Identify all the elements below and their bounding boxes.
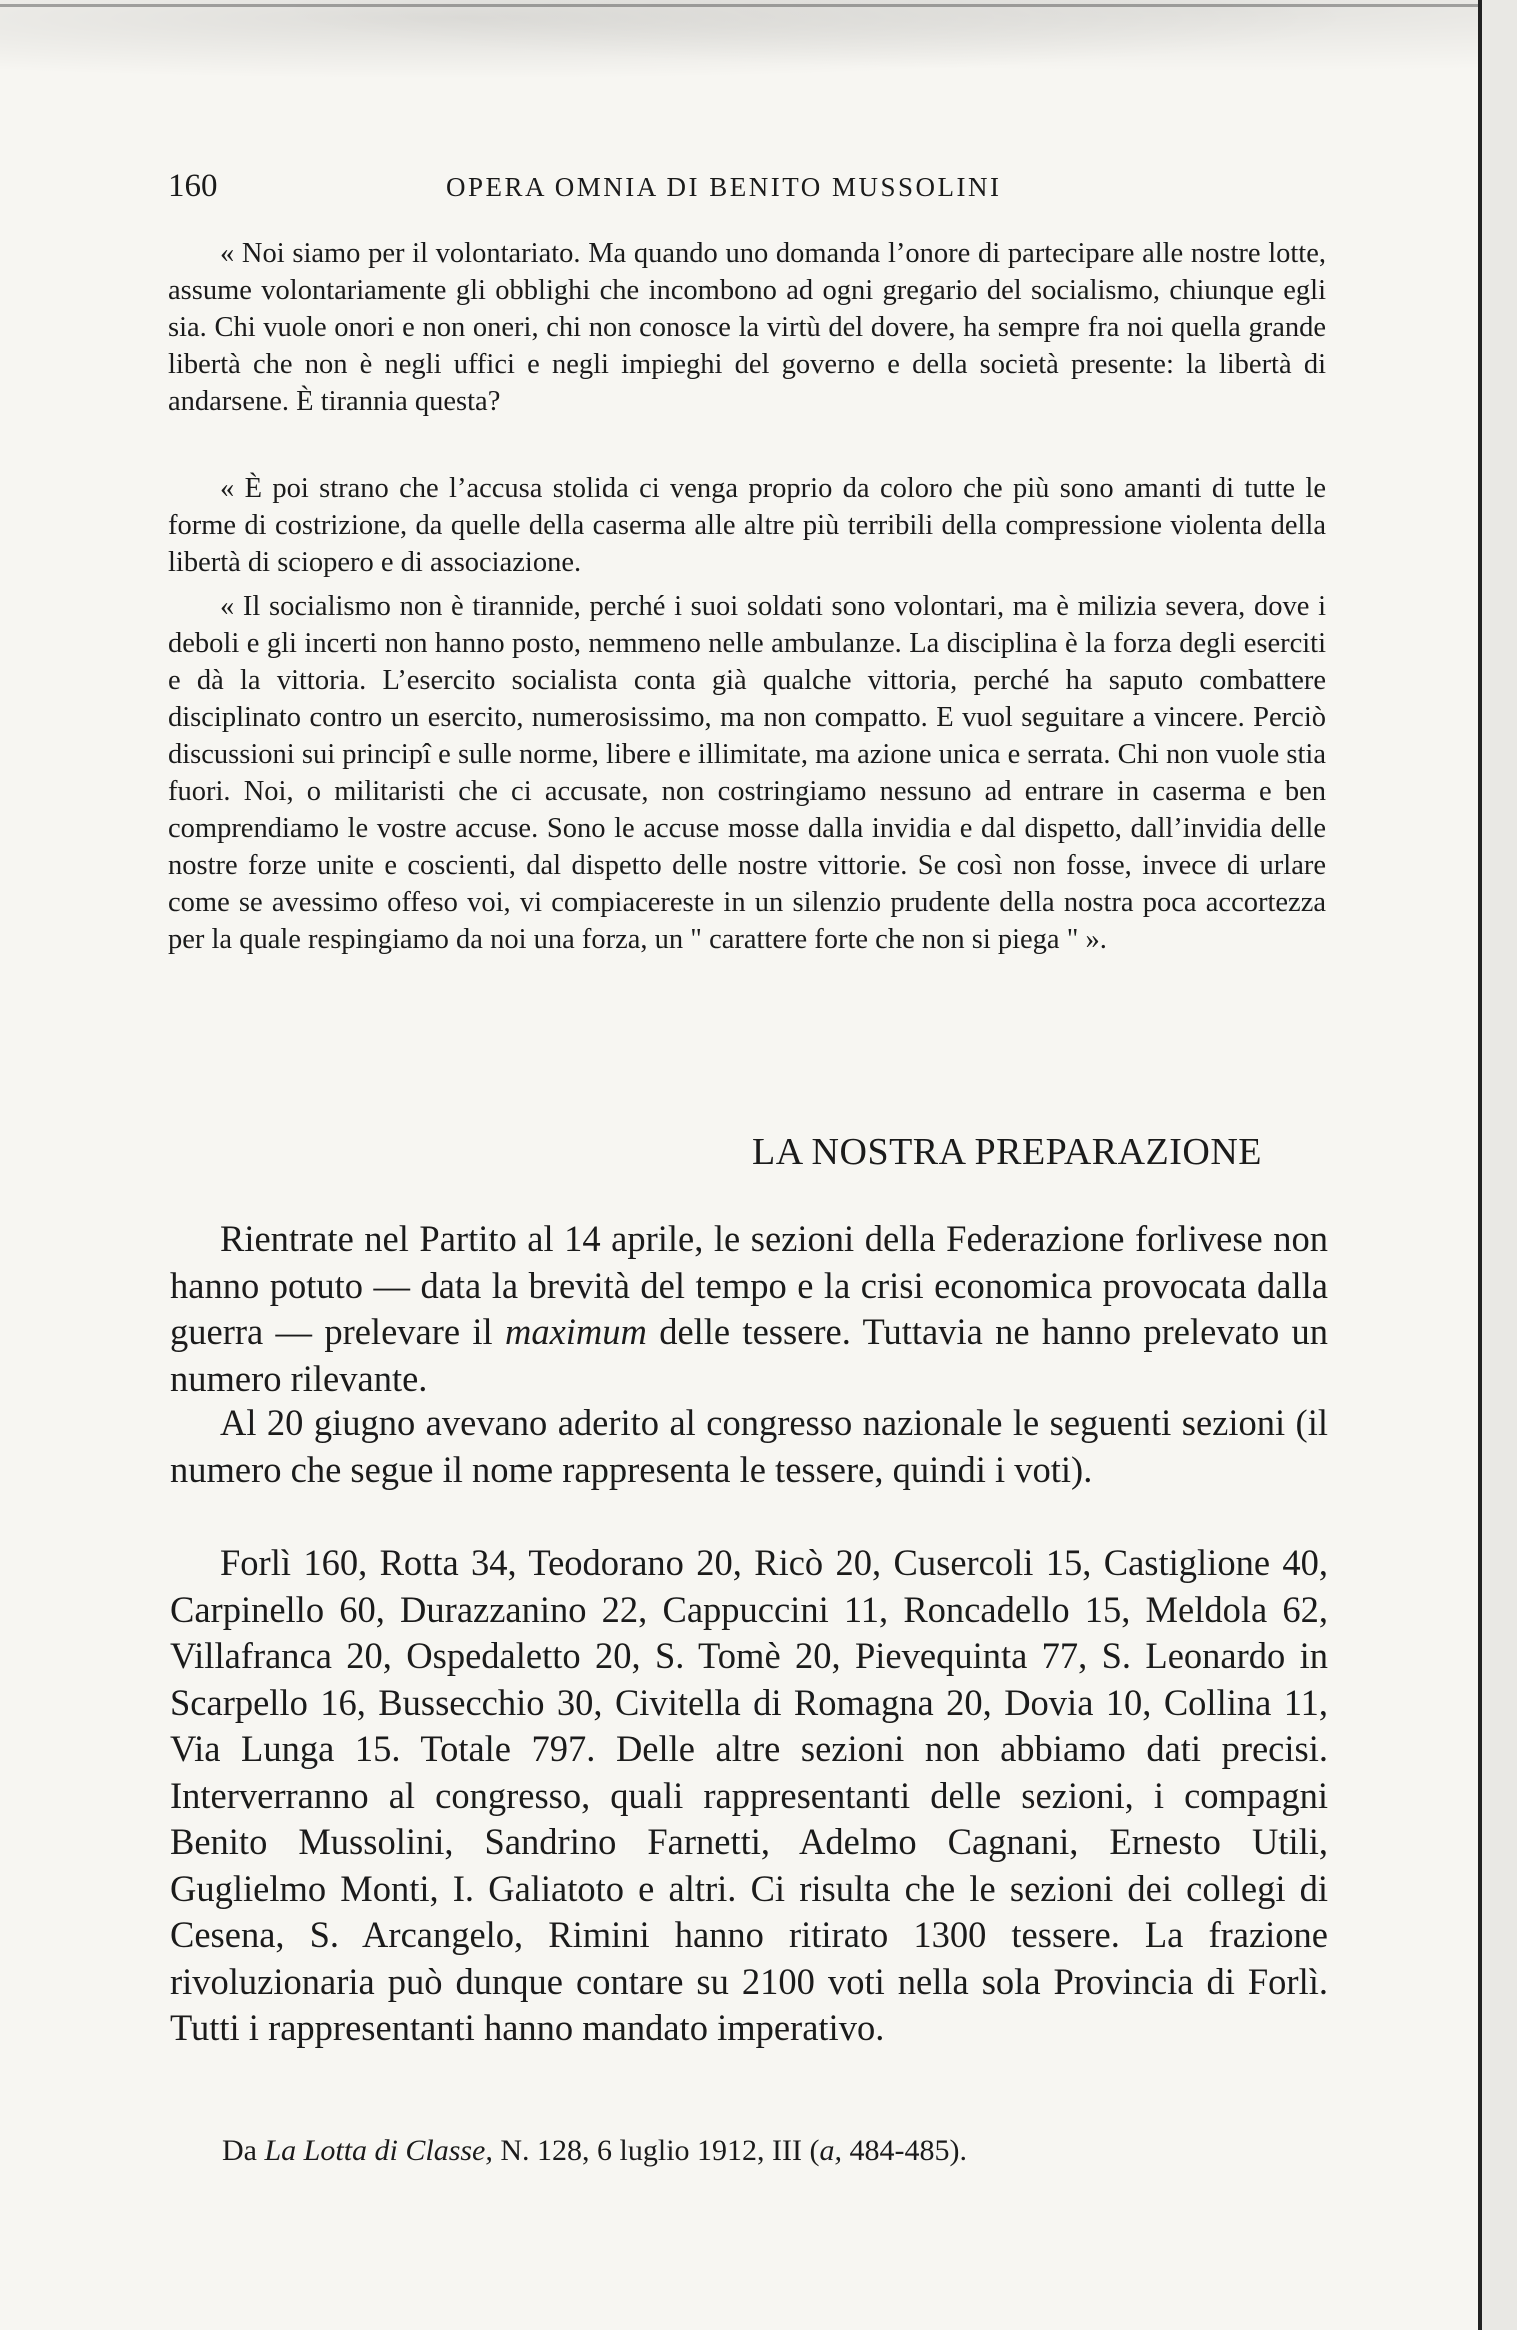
italic-term: maximum — [504, 1311, 647, 1352]
page-number: 160 — [168, 168, 218, 204]
quote-paragraph: « Noi siamo per il volontariato. Ma quando uno domanda l’onore di partecipare alle nostre lotte, assume volontariamente gli obblighi che incombono ad ogni gregario del socialismo, chiunque egli sia. Chi vuole onori e non oneri, chi non conosce la virtù del dovere, ha sempre fra noi quella grande libertà che non è negli uffici e negli impieghi del governo e della società presente: la libertà di andarsene. È tirannia questa? — [168, 238, 1326, 417]
citation-suffix: 484-485). — [842, 2134, 967, 2167]
citation-ref: a, — [819, 2134, 843, 2167]
article-paragraph-2 — [170, 1400, 1328, 1493]
running-title: OPERA OMNIA DI BENITO MUSSOLINI — [446, 172, 1002, 202]
quote-block-3 — [168, 588, 1326, 958]
text-run: delle tessere. Tuttavia ne hanno prelevato un numero rilevante. — [170, 1311, 1328, 1399]
paragraph-text: Forlì 160, Rotta 34, Teodorano 20, Ricò 20, Cusercoli 15, Castiglione 40, Carpinello 60, Durazzanino 22, Cappuccini 11, Roncadello 15, Meldola 62, Villafranca 20, Ospedaletto 20, S. Tomè 20, Pievequinta 77, S. Leonardo in Scarpello 16, Bussecchio 30, Civitella di Romagna 20, Dovia 10, Collina 11, Via Lunga 15. Totale 797. Delle altre sezioni non abbiamo dati precisi. Interverranno al congresso, quali rappresentanti delle sezioni, i compagni Benito Mussolini, Sandrino Farnetti, Adelmo Cagnani, Ernesto Utili, Guglielmo Monti, I. Galiatoto e altri. Ci risulta che le sezioni dei collegi di Cesena, S. Arcangelo, Rimini hanno ritirato 1300 tessere. La frazione rivoluzionaria può dunque contare su 2100 voti nella sola Provincia di Forlì. Tutti i rappresentanti hanno mandato imperativo. — [170, 1542, 1328, 2048]
text-run: Rientrate nel Partito al 14 aprile, le sezioni della Federazione forlivese non hanno potuto — data la brevità del tempo e la crisi economica provocata dalla guerra — prelevare il — [170, 1218, 1328, 1352]
quote-block-1 — [168, 235, 1326, 420]
quote-paragraph: « Il socialismo non è tirannide, perché i suoi soldati sono volontari, ma è milizia severa, dove i deboli e gli incerti non hanno posto, nemmeno nelle ambulanze. La disciplina è la forza degli eserciti e dà la vittoria. L’esercito socialista conta già qualche vittoria, perché ha saputo combattere disciplinato contro un esercito, numerosissimo, ma non compatto. E vuol seguitare a vincere. Perciò discussioni sui principî e sulle norme, libere e illimitate, ma azione unica e serrata. Chi non vuole stia fuori. Noi, o militaristi che ci accusate, non costringiamo nessuno ad entrare in caserma e ben comprendiamo le vostre accuse. Sono le accuse mosse dalla invidia e dal dispetto, dall’invidia delle nostre forze unite e coscienti, dal dispetto delle nostre vittorie. Se così non fosse, invece di urlare come se avessimo offeso voi, vi compiacereste in un silenzio prudente della nostra poca accortezza per la quale respingiamo da noi una forza, un " carattere forte che non si piega " ». — [168, 591, 1326, 955]
citation-middle: N. 128, 6 luglio 1912, III ( — [492, 2134, 820, 2167]
paragraph-text: Al 20 giugno avevano aderito al congresso nazionale le seguenti sezioni (il numero che segue il nome rappresenta le tessere, quindi i voti). — [170, 1402, 1328, 1490]
article-title: LA NOSTRA PREPARAZIONE — [752, 1131, 1263, 1173]
article-paragraph-1 — [170, 1216, 1328, 1402]
quote-block-2 — [168, 470, 1326, 581]
page-margin — [1482, 0, 1517, 2330]
citation-prefix: Da — [222, 2134, 265, 2167]
periodical-title: La Lotta di Classe, — [264, 2134, 493, 2167]
scan-shadow — [0, 0, 1517, 90]
article-paragraph-3 — [170, 1540, 1328, 2052]
scan-top-rule — [0, 4, 1490, 7]
source-citation — [222, 2134, 967, 2168]
quote-paragraph: « È poi strano che l’accusa stolida ci venga proprio da coloro che più sono amanti di tutte le forme di costrizione, da quelle della caserma alle altre più terribili della compressione violenta della libertà di sciopero e di associazione. — [168, 473, 1326, 578]
